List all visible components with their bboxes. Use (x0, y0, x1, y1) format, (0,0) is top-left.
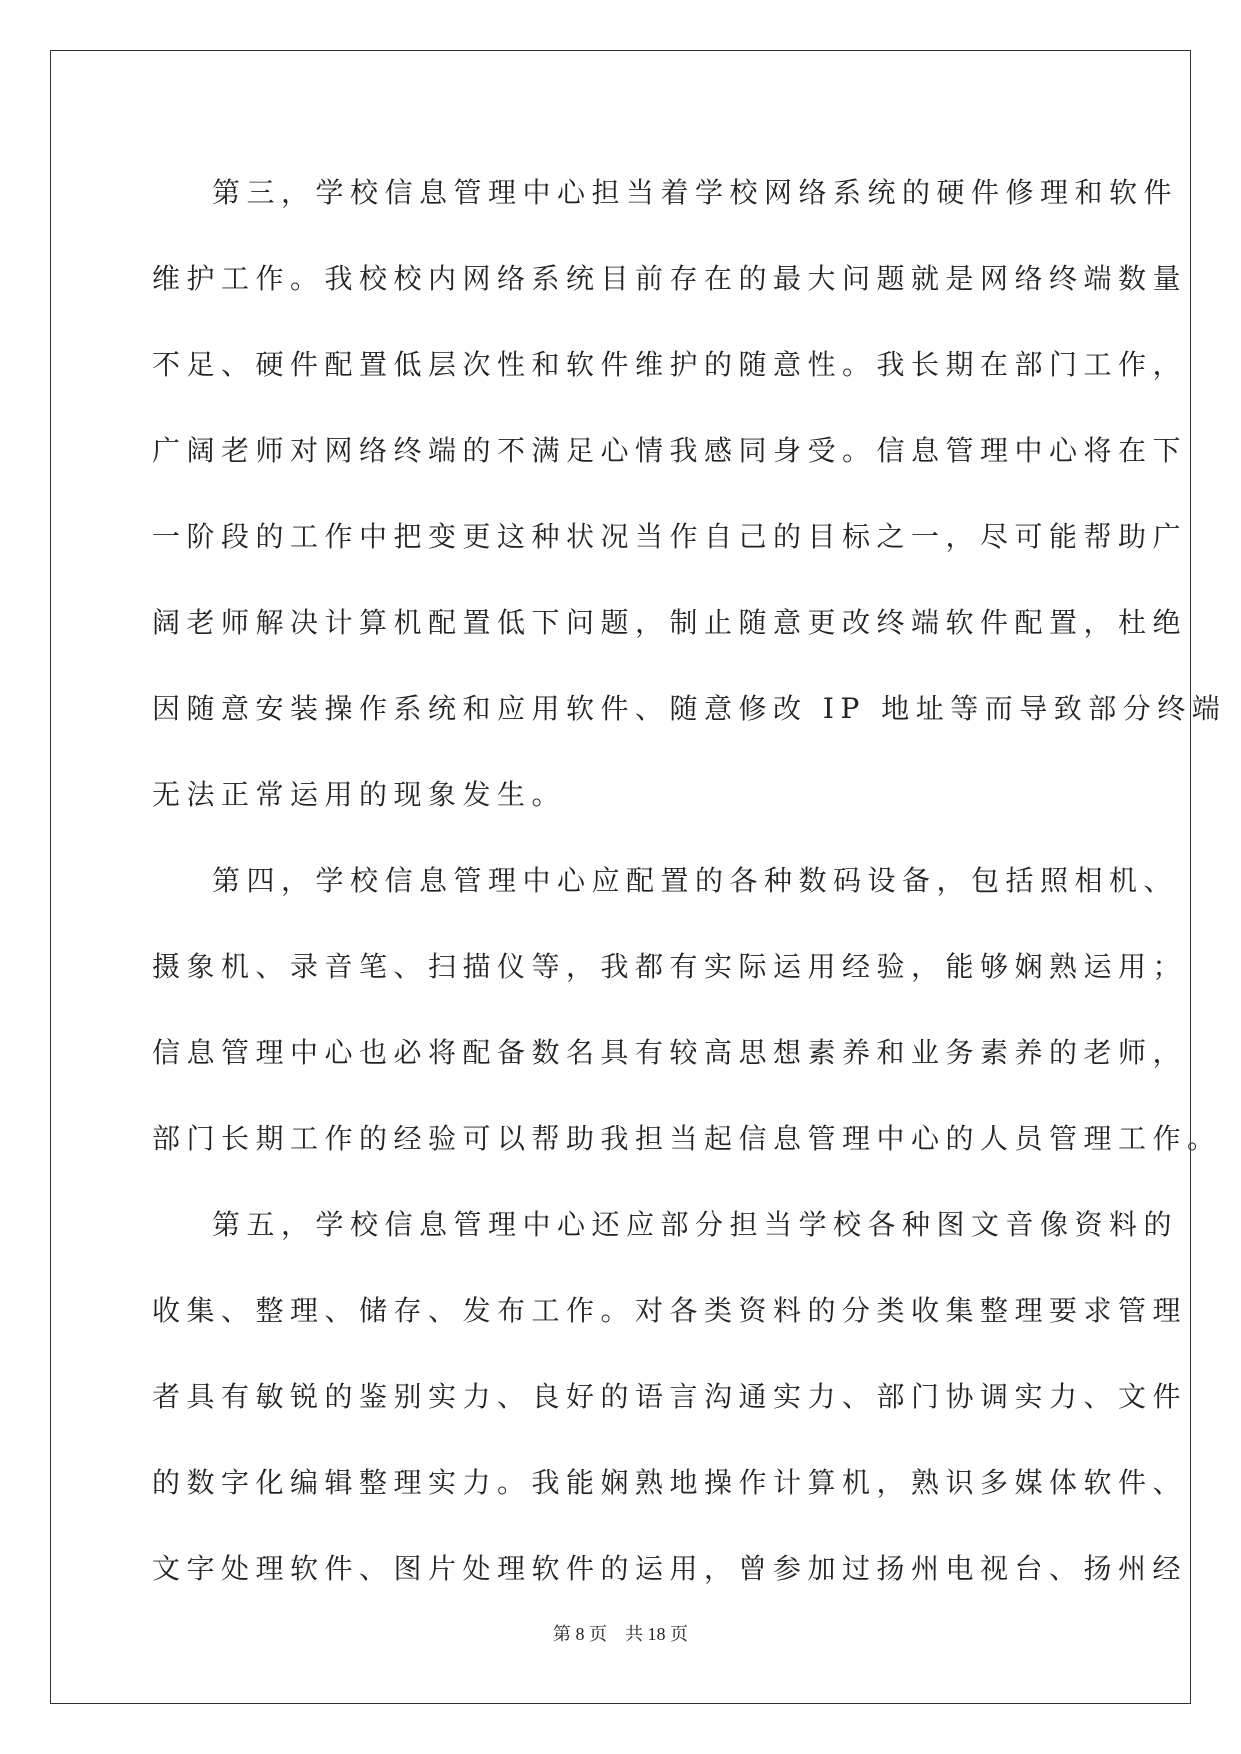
page-total: 共 18 页 (625, 1624, 688, 1644)
paragraph-line: 阔老师解决计算机配置低下问题，制止随意更改终端软件配置，杜绝 (152, 606, 1188, 639)
paragraph-line: 的数字化编辑整理实力。我能娴熟地操作计算机，熟识多媒体软件、 (152, 1466, 1188, 1499)
paragraph-line: 不足、硬件配置低层次性和软件维护的随意性。我长期在部门工作， (152, 348, 1188, 381)
footer-spacer (607, 1624, 625, 1644)
paragraph-line: 因随意安装操作系统和应用软件、随意修改 IP 地址等而导致部分终端 (152, 692, 1227, 725)
paragraph-line: 文字处理软件、图片处理软件的运用，曾参加过扬州电视台、扬州经 (152, 1552, 1188, 1585)
paragraph-line: 部门长期工作的经验可以帮助我担当起信息管理中心的人员管理工作。 (152, 1122, 1222, 1155)
page-number: 第 8 页 (553, 1624, 607, 1644)
paragraph-line: 者具有敏锐的鉴别实力、良好的语言沟通实力、部门协调实力、文件 (152, 1380, 1188, 1413)
paragraph-line: 收集、整理、储存、发布工作。对各类资料的分类收集整理要求管理 (152, 1294, 1188, 1327)
paragraph-line: 第三，学校信息管理中心担当着学校网络系统的硬件修理和软件 (212, 176, 1179, 209)
paragraph-line: 一阶段的工作中把变更这种状况当作自己的目标之一，尽可能帮助广 (152, 520, 1188, 553)
page-footer (0, 1622, 1241, 1646)
paragraph-line: 摄象机、录音笔、扫描仪等，我都有实际运用经验，能够娴熟运用； (152, 950, 1188, 983)
paragraph-line: 信息管理中心也必将配备数名具有较高思想素养和业务素养的老师， (152, 1036, 1188, 1069)
paragraph-line: 维护工作。我校校内网络系统目前存在的最大问题就是网络终端数量 (152, 262, 1188, 295)
paragraph-line: 无法正常运用的现象发生。 (152, 778, 567, 811)
paragraph-line: 第五，学校信息管理中心还应部分担当学校各种图文音像资料的 (212, 1208, 1179, 1241)
document-body (152, 150, 1227, 1612)
paragraph-line: 广阔老师对网络终端的不满足心情我感同身受。信息管理中心将在下 (152, 434, 1188, 467)
paragraph-line: 第四，学校信息管理中心应配置的各种数码设备，包括照相机、 (212, 864, 1179, 897)
